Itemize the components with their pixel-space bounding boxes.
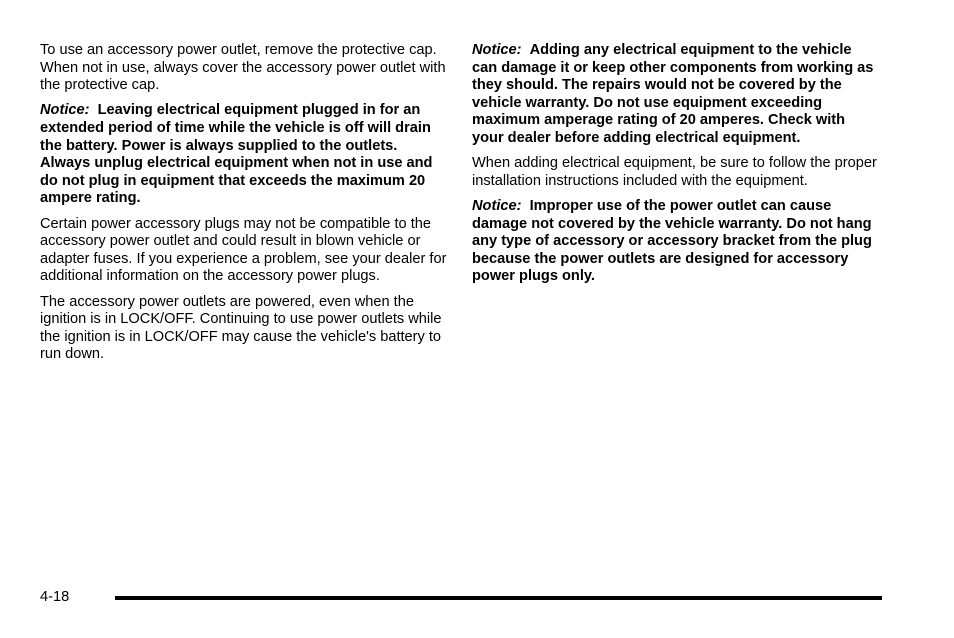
notice-text: Improper use of the power outlet can cause damage not covered by the vehicle warranty. Do not hang any type of accessory or accessory bracket from the plug because the power outlets are designed for accessory power plugs only. (472, 197, 872, 285)
notice-battery-drain (40, 102, 448, 208)
notice-adding-equipment (472, 42, 877, 148)
compatibility-paragraph: Certain power accessory plugs may not be compatible to the accessory power outlet and could result in blown vehicle or adapter fuses. If you experience a problem, see your dealer for additional information on the accessory power plugs. (40, 215, 447, 285)
powered-outlets-paragraph: The accessory power outlets are powered, even when the ignition is in LOCK/OFF. Continuing to use power outlets while the ignition is in LOCK/OFF may cause the vehicle's battery to run down. (40, 293, 442, 363)
notice-label: Notice: (472, 197, 522, 214)
notice-label: Notice: (472, 42, 522, 58)
left-column (40, 42, 448, 371)
notice-improper-use (472, 198, 877, 286)
footer-rule (115, 596, 882, 600)
intro-paragraph: To use an accessory power outlet, remove the protective cap. When not in use, always cover the accessory power outlet with the protective cap. (40, 42, 446, 94)
installation-paragraph: When adding electrical equipment, be sure to follow the proper installation instructions included with the equipment. (472, 155, 877, 189)
notice-label: Notice: (40, 102, 90, 119)
page-number: 4-18 (40, 589, 70, 605)
notice-text: Leaving electrical equipment plugged in for an extended period of time while the vehicle is off will drain the battery. Power is always supplied to the outlets. Always unplug electrical equipment when not in use and do not plug in equipment that exceeds the maximum 20 ampere rating. (40, 102, 433, 207)
notice-text: Adding any electrical equipment to the vehicle can damage it or keep other components from working as they should. The repairs would not be covered by the vehicle warranty. Do not use equipment exceeding maximum amperage rating of 20 amperes. Check with your dealer before adding electrical equipment. (472, 42, 874, 146)
right-column (472, 42, 877, 294)
